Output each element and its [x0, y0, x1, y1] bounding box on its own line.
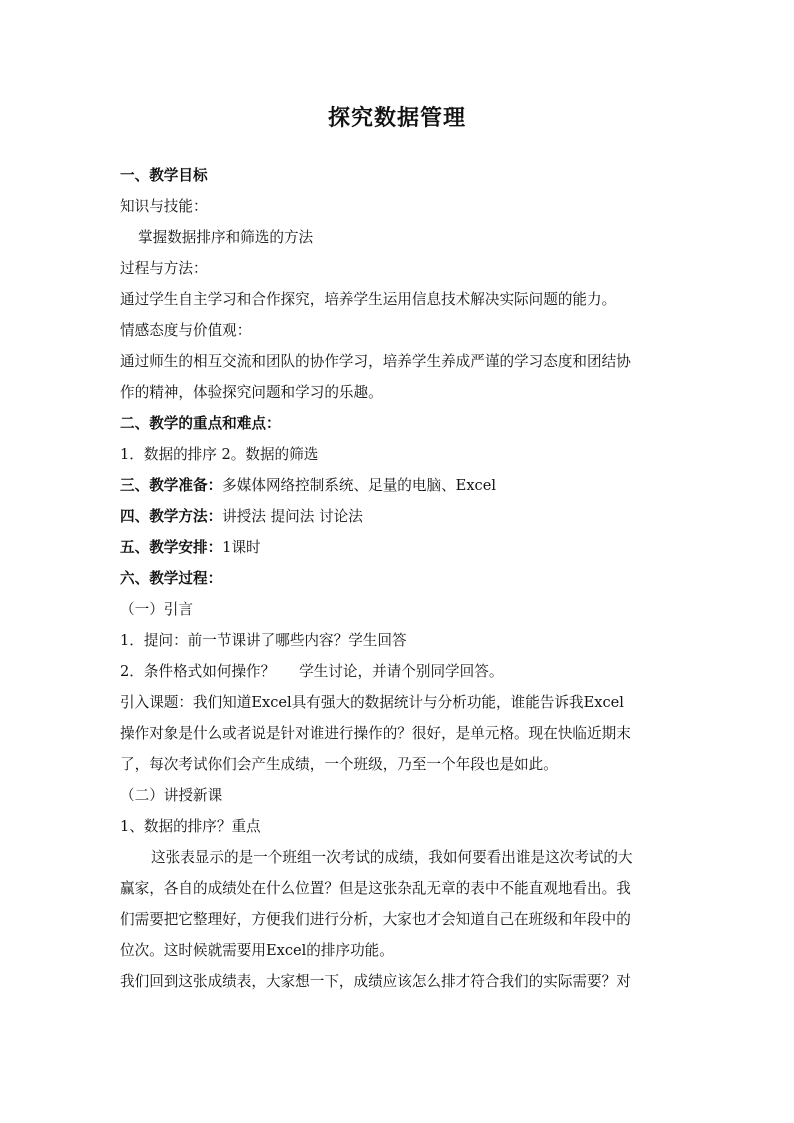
section-heading-key-points: 二、教学的重点和难点： [120, 415, 281, 432]
sort-paragraph-line3: 们需要把它整理好，方便我们进行分析，大家也才会知道自己在班级和年段中的 [120, 911, 631, 928]
document-body [120, 160, 676, 997]
section-heading-process: 六、教学过程： [120, 570, 223, 587]
part1-item1: 1．提问：前一节课讲了哪些内容？学生回答 [120, 632, 407, 649]
emotion-text-line1: 通过师生的相互交流和团队的协作学习，培养学生养成严谨的学习态度和团结协 [120, 353, 631, 370]
sort-paragraph-line2: 赢家，各自的成绩处在什么位置？但是这张杂乱无章的表中不能直观地看出。我 [120, 880, 631, 897]
section-heading-preparation: 三、教学准备： [120, 477, 223, 494]
section-heading-methods: 四、教学方法： [120, 508, 223, 525]
part1-item2: 2．条件格式如何操作？ 学生讨论，并请个别同学回答。 [120, 663, 504, 680]
intro-line3: 了，每次考试你们会产生成绩，一个班级，乃至一个年段也是如此。 [120, 756, 558, 773]
schedule-line [120, 532, 676, 563]
section-heading-objectives: 一、教学目标 [120, 167, 208, 184]
page-title: 探究数据管理 [327, 106, 466, 131]
schedule-text: 1课时 [222, 539, 261, 556]
sort-paragraph-line4: 位次。这时候就需要用Excel的排序功能。 [120, 942, 394, 959]
emotion-label: 情感态度与价值观： [120, 322, 252, 339]
part1-heading: （一）引言 [120, 601, 193, 618]
process-text: 通过学生自主学习和合作探究，培养学生运用信息技术解决实际问题的能力。 [120, 291, 617, 308]
sort-heading: 1、数据的排序？重点 [120, 818, 261, 835]
preparation-line [120, 470, 676, 501]
knowledge-label: 知识与技能： [120, 198, 208, 215]
methods-line [120, 501, 676, 532]
sort-paragraph-line1: 这张表显示的是一个班组一次考试的成绩，我如何要看出谁是这次考试的大 [151, 849, 633, 866]
emotion-text-line2: 作的精神，体验探究问题和学习的乐趣。 [120, 384, 383, 401]
intro-line1: 引入课题：我们知道Excel具有强大的数据统计与分析功能，谁能告诉我Excel [120, 694, 624, 711]
key-points-text: 1．数据的排序 2。数据的筛选 [120, 446, 319, 463]
last-line: 我们回到这张成绩表，大家想一下，成绩应该怎么排才符合我们的实际需要？对 [120, 973, 631, 990]
knowledge-text: 掌握数据排序和筛选的方法 [138, 229, 314, 246]
preparation-text: 多媒体网络控制系统、足量的电脑、Excel [222, 477, 497, 494]
methods-text: 讲授法 提问法 讨论法 [222, 508, 363, 525]
intro-line2: 操作对象是什么或者说是针对谁进行操作的？很好，是单元格。现在快临近期末 [120, 725, 631, 742]
part2-heading: （二）讲授新课 [120, 787, 223, 804]
process-label: 过程与方法： [120, 260, 208, 277]
section-heading-schedule: 五、教学安排： [120, 539, 223, 556]
